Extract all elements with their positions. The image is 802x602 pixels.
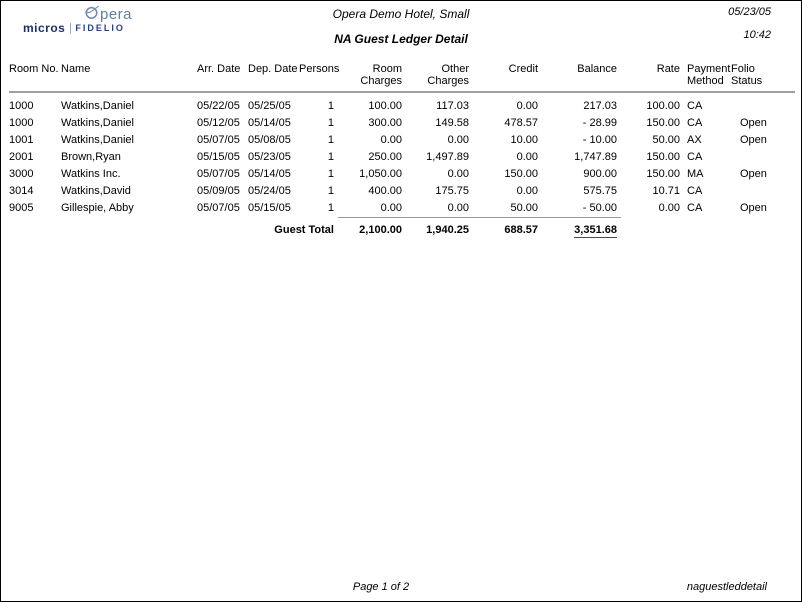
cell: AX [687,134,702,146]
total-row [9,218,795,244]
cell: CA [687,185,703,197]
cell: 05/15/05 [197,151,240,163]
cell: Open [740,134,767,146]
micros-logo-text: micros [23,21,66,35]
cell: 150.00 [504,168,538,180]
cell: 900.00 [583,168,617,180]
column-header: Credit [473,63,542,92]
cell: 175.75 [435,185,469,197]
cell: 150.00 [646,168,680,180]
cell: 1 [327,134,334,146]
total-credit: 688.57 [473,218,542,244]
column-header: Folio Status [731,63,795,92]
column-header: Room No. [9,63,61,92]
cell: 575.75 [583,185,617,197]
cell: 1 [327,151,334,163]
cell: 05/07/05 [197,202,240,215]
cell: 05/14/05 [248,168,291,180]
cell: 05/22/05 [197,100,240,112]
cell: Watkins,Daniel [61,117,134,129]
cell: 05/07/05 [197,134,240,146]
cell [731,183,795,200]
cell: - 28.99 [582,117,617,129]
cell: 50.00 [652,134,680,146]
cell: - 50.00 [582,202,617,214]
cell: 05/12/05 [197,117,240,129]
cell: 478.57 [504,117,538,129]
cell [731,149,795,166]
cell: Brown,Ryan [61,151,121,163]
cell: 1 [327,202,334,215]
column-header: Room Charges [338,63,406,92]
report-title: NA Guest Ledger Detail [334,32,468,46]
column-header: Dep. Date [248,63,299,92]
opera-logo-text: pera [100,6,133,23]
column-header: Rate [621,63,684,92]
cell: 100.00 [368,100,402,112]
cell: 0.00 [516,100,538,112]
cell: 0.00 [447,202,469,214]
cell: CA [687,151,703,163]
cell: 0.00 [516,185,538,197]
cell: Gillespie, Abby [61,202,134,215]
hotel-name: Opera Demo Hotel, Small [332,7,470,21]
cell: Watkins Inc. [61,168,121,180]
table-body [9,92,795,218]
cell: Watkins,Daniel [61,134,134,146]
column-header: Arr. Date [197,63,248,92]
cell: 1 [327,168,334,180]
cell: 05/07/05 [197,168,240,180]
column-header: Balance [542,63,621,92]
cell: 3014 [9,185,34,197]
cell: 2001 [9,151,34,163]
cell: 10.00 [510,134,538,146]
cell: 9005 [9,202,34,215]
cell: Watkins,David [61,185,131,197]
cell: 3000 [9,168,34,180]
total-other-charges: 1,940.25 [406,218,473,244]
cell: 0.00 [380,134,402,146]
report-file-name: naguestleddetail [686,581,767,593]
fidelio-logo-text: FIDELIO [75,23,125,33]
cell: 1000 [9,100,34,112]
cell: Open [740,117,767,129]
cell: 100.00 [646,100,680,112]
guest-total-label: Guest Total [274,223,334,236]
cell: CA [687,100,703,112]
table-row [9,92,795,115]
cell: Open [740,168,767,180]
cell: 05/09/05 [197,185,240,197]
cell: 250.00 [368,151,402,163]
table-row [9,166,795,183]
cell: 05/08/05 [248,134,291,146]
cell: 217.03 [583,100,617,112]
column-header: Persons [299,63,338,92]
cell [731,92,795,115]
run-date: 05/23/05 [728,6,771,18]
cell: 150.00 [646,117,680,129]
table-row [9,115,795,132]
table-row [9,200,795,218]
column-header: Name [61,63,197,92]
cell: 1001 [9,134,34,146]
run-time: 10:42 [743,29,771,41]
cell: 1 [327,117,334,129]
guest-ledger-table [9,63,795,243]
cell: 1000 [9,117,34,129]
cell: CA [687,117,703,129]
total-room-charges: 2,100.00 [338,218,406,244]
cell: Watkins,Daniel [61,100,134,112]
table-header-row [9,63,795,92]
page-number: Page 1 of 2 [352,581,410,593]
cell: 10.71 [652,185,680,197]
cell: 05/15/05 [248,202,291,215]
cell: 117.03 [436,100,469,112]
cell: 1 [327,185,334,197]
cell: 05/14/05 [248,117,291,129]
cell: 300.00 [368,117,402,129]
cell: 0.00 [447,168,469,180]
cell: 0.00 [447,134,469,146]
table-row [9,149,795,166]
cell: 0.00 [516,151,538,163]
cell: 400.00 [368,185,402,197]
column-header: Payment Method [684,63,731,92]
cell: 0.00 [658,202,680,215]
cell: 05/23/05 [248,151,291,163]
cell: 05/24/05 [248,185,291,197]
cell: - 10.00 [582,134,617,146]
cell: MA [687,168,704,180]
cell: 05/25/05 [248,100,291,112]
cell: 1,747.89 [574,151,617,163]
cell: Open [740,202,767,215]
cell: 149.58 [435,117,469,129]
cell: 1 [327,100,334,112]
cell: 1,050.00 [359,168,402,180]
column-header: Other Charges [406,63,473,92]
table-row [9,132,795,149]
cell: 50.00 [510,202,538,214]
cell: CA [687,202,703,215]
cell: 150.00 [646,151,680,163]
cell: 0.00 [380,202,402,214]
cell: 1,497.89 [426,151,469,163]
table-row [9,183,795,200]
total-balance: 3,351.68 [542,218,621,244]
